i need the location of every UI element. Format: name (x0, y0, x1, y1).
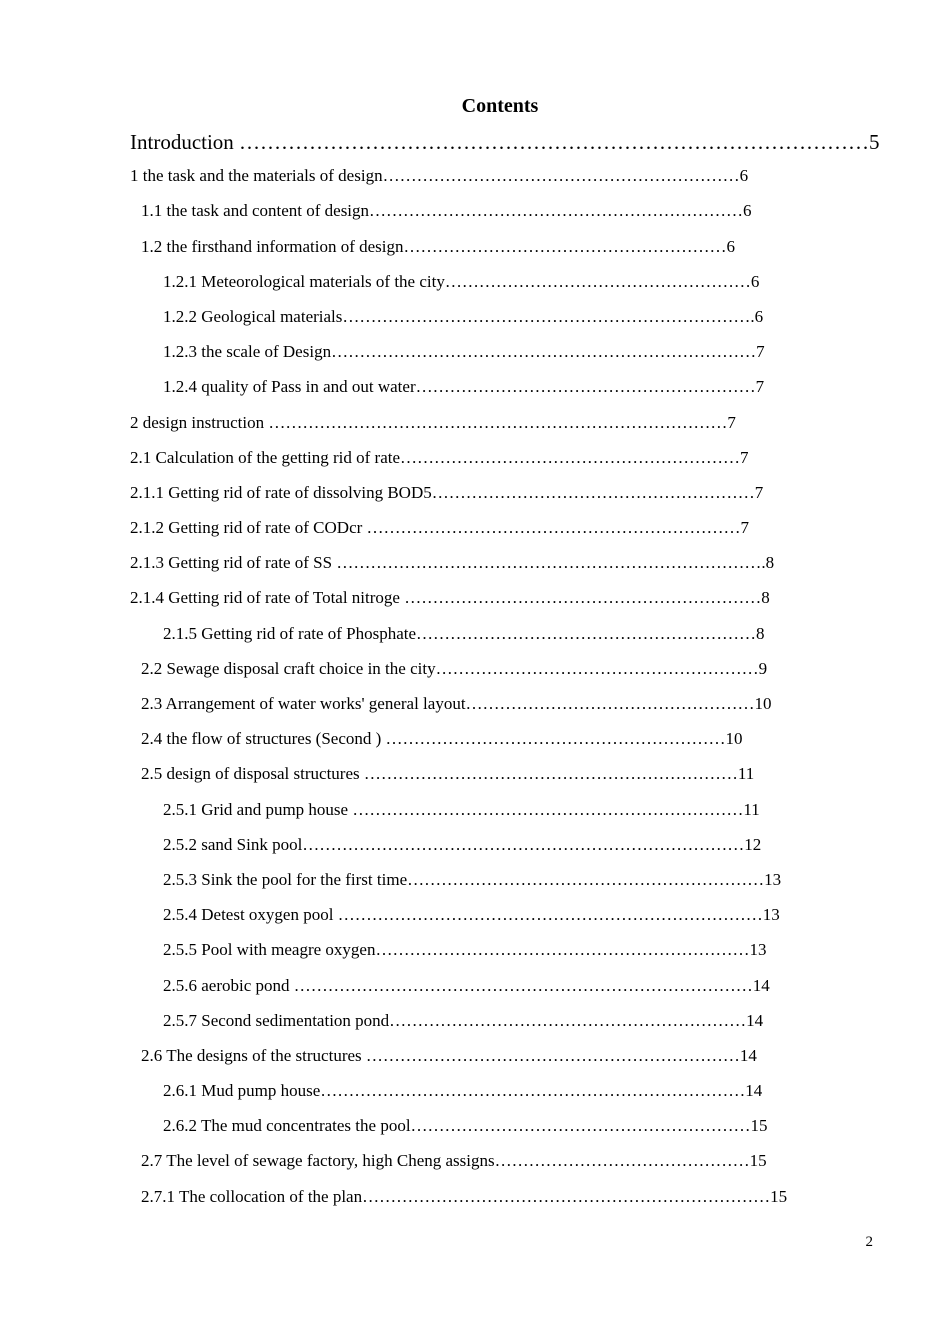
toc-entry[interactable]: 2.5.4 Detest oxygen pool …………………………………………………………………13 (163, 905, 780, 925)
toc-entry[interactable]: 2.4 the flow of structures (Second ) ……………………………………………………10 (141, 729, 743, 749)
toc-entry[interactable]: 2.1.2 Getting rid of rate of CODcr …………………………………………………………7 (130, 518, 750, 538)
toc-entry[interactable]: 2.5.3 Sink the pool for the first time………………………………………………………13 (163, 869, 782, 889)
toc-entry[interactable]: 2.1 Calculation of the getting rid of rate……………………………………………………7 (130, 447, 749, 467)
toc-entry[interactable]: 1.2.2 Geological materials……………………………………………………………….6 (163, 306, 764, 326)
toc-entry[interactable]: 2.1.3 Getting rid of rate of SS ………………………………………………………………….8 (130, 553, 775, 573)
toc-entry[interactable]: 2.6.2 The mud concentrates the pool……………………………………………………15 (163, 1116, 768, 1136)
toc-entry[interactable]: 2.1.5 Getting rid of rate of Phosphate……………………………………………………8 (163, 623, 765, 643)
toc-entry[interactable]: 2.5.1 Grid and pump house ……………………………………………………………11 (163, 799, 760, 819)
toc-entry[interactable]: 2 design instruction ………………………………………………………………………7 (130, 412, 736, 432)
page-number: 2 (865, 1234, 873, 1250)
toc-entry[interactable]: 1.1 the task and content of design…………………………………………………………6 (141, 201, 752, 221)
toc-entry[interactable]: Introduction ………………………………………………………………………………5 (130, 130, 880, 154)
toc-entry[interactable]: 1.2 the firsthand information of design…………………………………………………6 (141, 236, 736, 256)
toc-entry[interactable]: 2.5.2 sand Sink pool……………………………………………………………………12 (163, 834, 762, 854)
toc-entry[interactable]: 2.5.6 aerobic pond ………………………………………………………………………14 (163, 975, 770, 995)
toc-entry[interactable]: 1 the task and the materials of design………………………………………………………6 (130, 166, 749, 186)
toc-entry[interactable]: 1.2.1 Meteorological materials of the city………………………………………………6 (163, 271, 760, 291)
toc-entry[interactable]: 2.2 Sewage disposal craft choice in the city…………………………………………………9 (141, 658, 768, 678)
table-of-contents (0, 127, 950, 1218)
toc-entry[interactable]: 2.5.7 Second sedimentation pond………………………………………………………14 (163, 1010, 764, 1030)
toc-entry[interactable]: 2.5 design of disposal structures …………………………………………………………11 (141, 764, 755, 784)
toc-entry[interactable]: 1.2.4 quality of Pass in and out water……………………………………………………7 (163, 377, 765, 397)
toc-entry[interactable]: 2.7 The level of sewage factory, high Cheng assigns………………………………………15 (141, 1151, 767, 1171)
page-title: Contents (461, 95, 539, 117)
toc-entry[interactable]: 2.1.4 Getting rid of rate of Total nitroge ………………………………………………………8 (130, 588, 770, 608)
toc-entry[interactable]: 2.6.1 Mud pump house…………………………………………………………………14 (163, 1081, 763, 1101)
toc-entry[interactable]: 1.2.3 the scale of Design…………………………………………………………………7 (163, 342, 765, 362)
toc-entry[interactable]: 2.6 The designs of the structures …………………………………………………………14 (141, 1045, 757, 1065)
toc-entry[interactable]: 2.3 Arrangement of water works' general layout……………………………………………10 (141, 694, 772, 713)
toc-entry[interactable]: 2.5.5 Pool with meagre oxygen…………………………………………………………13 (163, 940, 767, 960)
toc-entry[interactable]: 2.1.1 Getting rid of rate of dissolving BOD5…………………………………………………7 (130, 482, 764, 502)
toc-entry[interactable]: 2.7.1 The collocation of the plan………………………………………………………………15 (141, 1186, 788, 1206)
